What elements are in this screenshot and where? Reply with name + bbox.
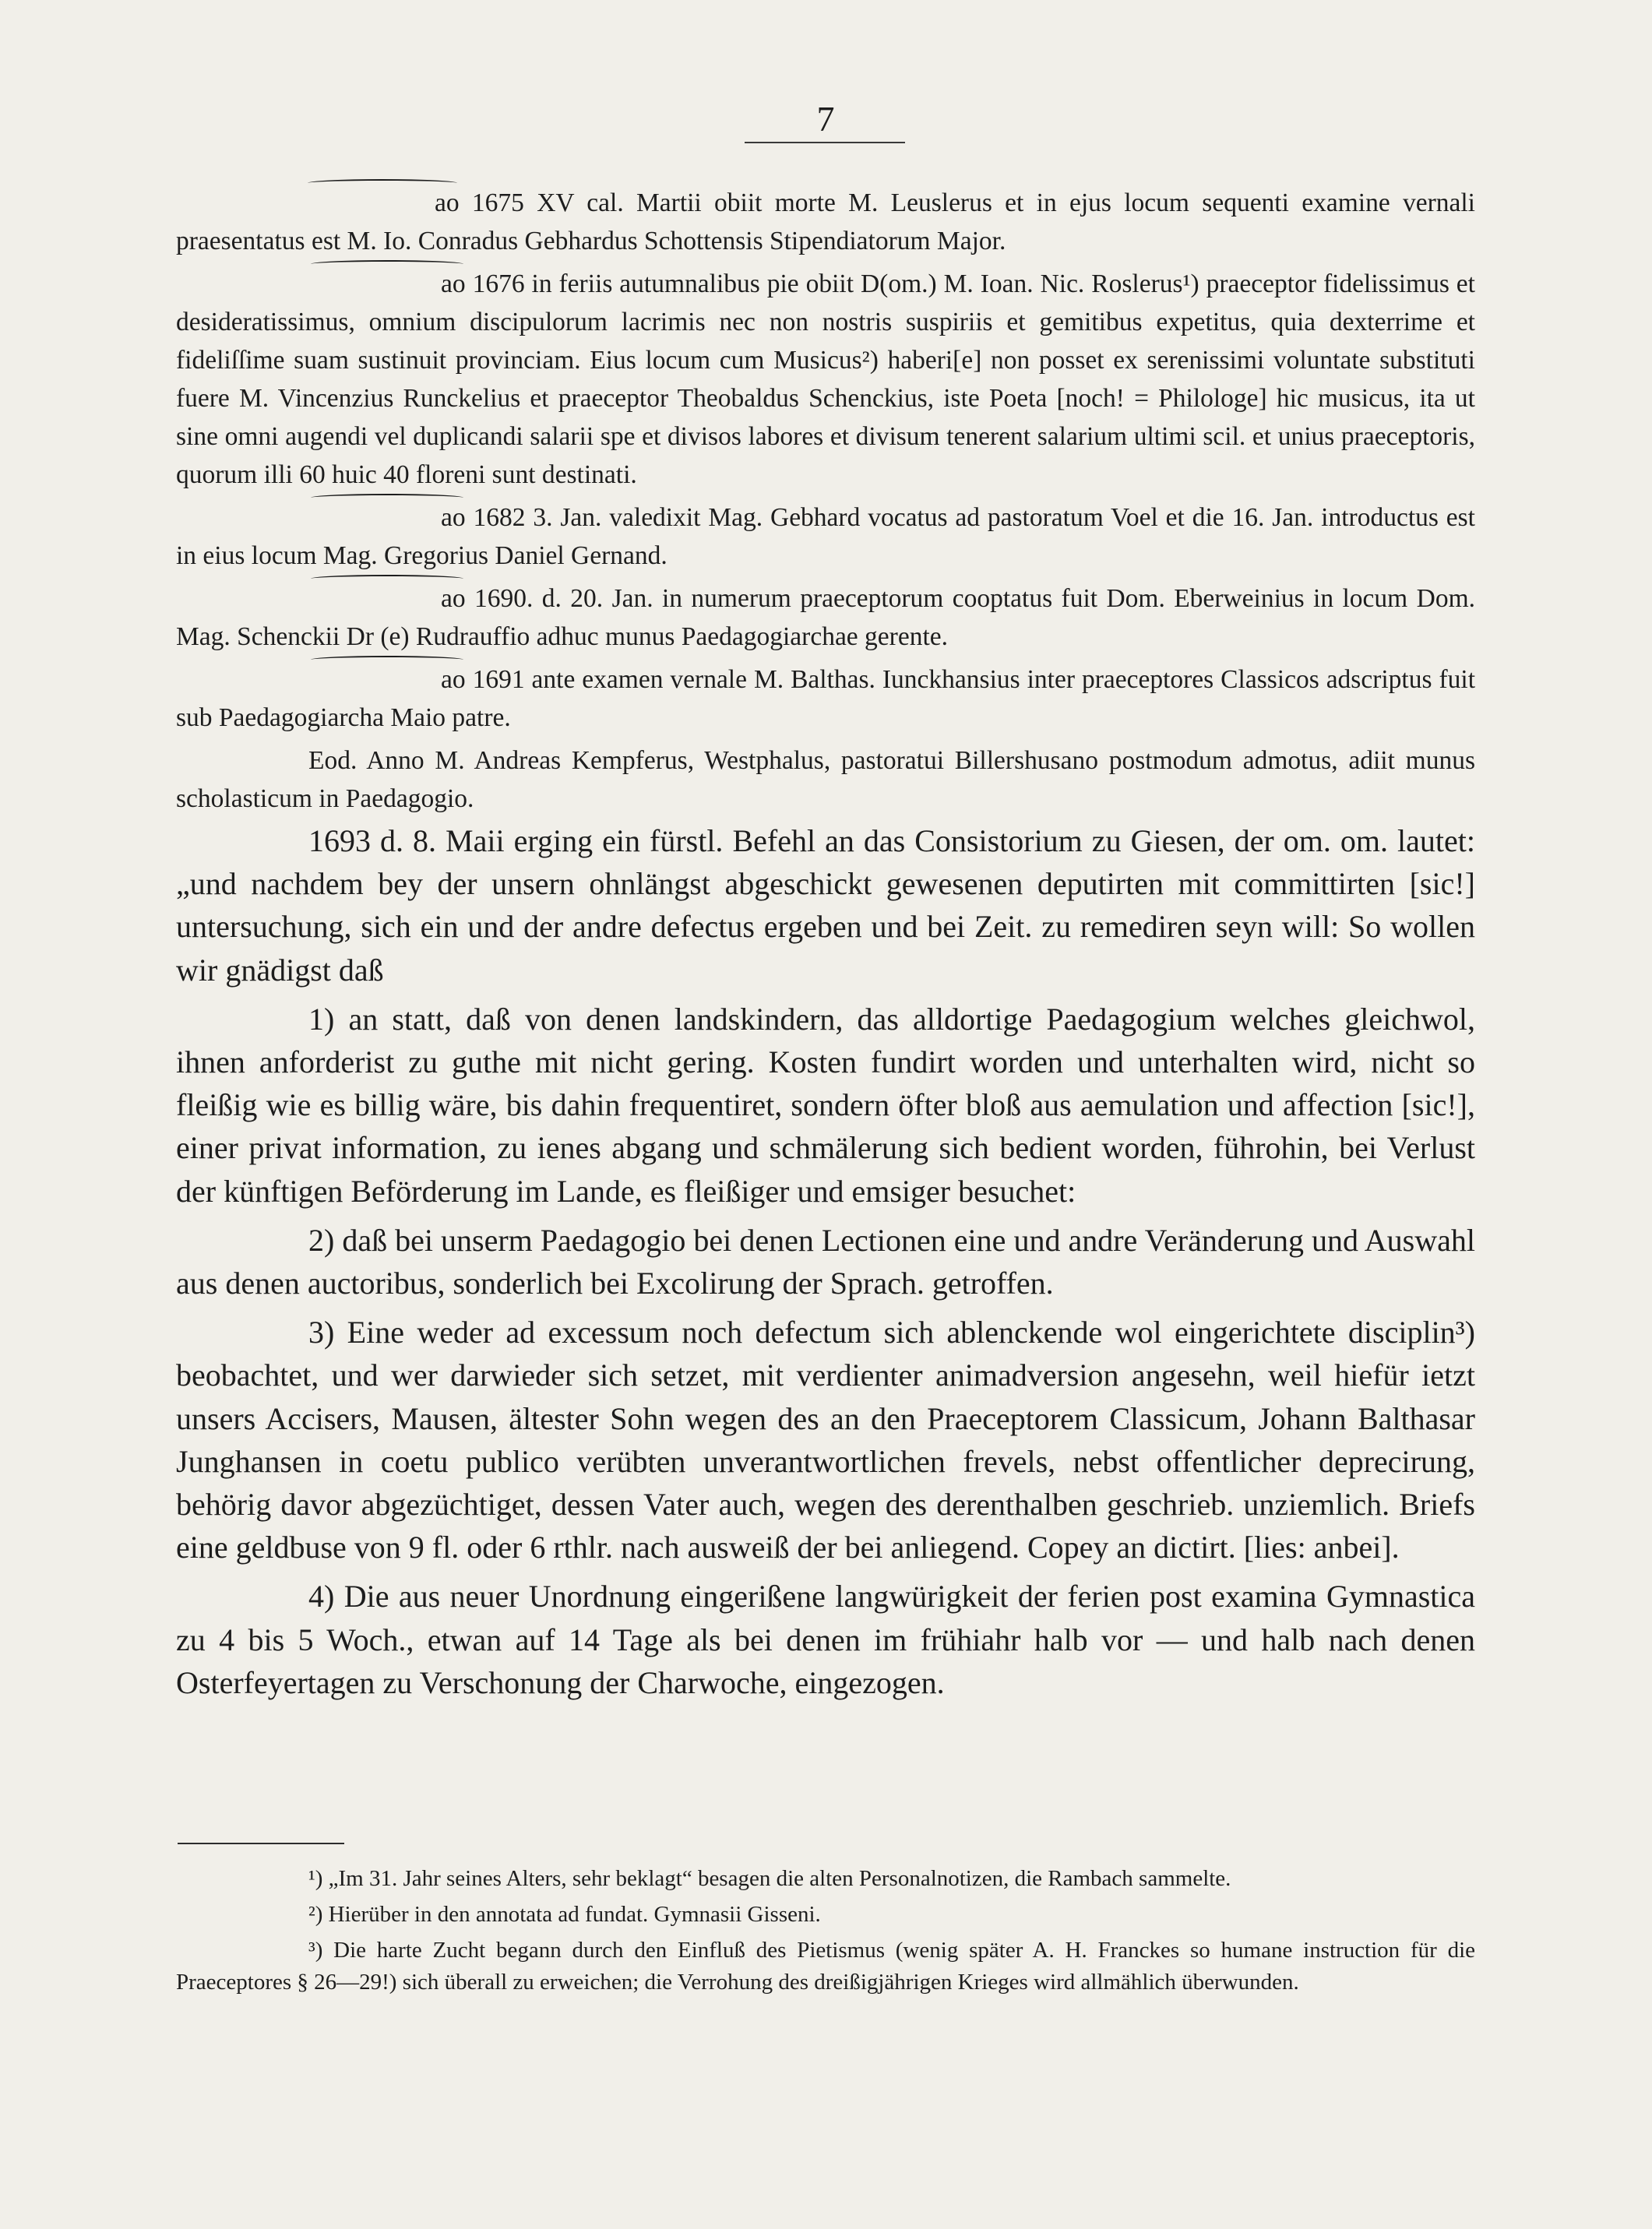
latin-entry-1682	[176, 498, 1475, 575]
latin-entry-1676	[176, 265, 1475, 494]
page-number-rule	[745, 142, 905, 143]
decree-item-3: 3) Eine weder ad excessum noch defectum sich ablenckende wol eingerichtete disciplin³) beobachtet, und wer darwieder sich setzet, mit verdienter animadversion angesehn, weil hiefür ietzt unsers Accisers, Mausen, ältester Sohn wegen des an den Praeceptorem Classicum, Johann Balthasar Junghansen in coetu publico verübten unverantwortlichen frevels, nebst offentlicher deprecirung, behörig davor abgezüchtiget, dessen Vater auch, wegen des derenthalben geschrieb. unziemlich. Briefs eine geldbuse von 9 fl. oder 6 rthlr. nach ausweiß der bei anliegend. Copey an dictirt. [lies: anbei].	[176, 1315, 1475, 1565]
anno-abbreviation: ao	[308, 498, 466, 537]
anno-abbreviation: ao	[308, 265, 466, 303]
page-number: 7	[816, 99, 835, 139]
anno-abbreviation: ao	[308, 579, 466, 618]
footnote-3: ³) Die harte Zucht begann durch den Einfluß des Pietismus (wenig später A. H. Franckes so humane instruction für die Praeceptores § 26—29!) sich überall zu erweichen; die Verrohung des dreißigjährigen Krieges wird allmählich überwunden.	[176, 1938, 1475, 1995]
footnotes	[176, 1863, 1475, 1998]
anno-abbreviation: ao	[308, 660, 466, 699]
entry-text: 1690. d. 20. Jan. in numerum praeceptorum cooptatus fuit Dom. Eberweinius in locum Dom. Mag. Schenckii Dr (e) Rudrauffio adhuc munus Paedagogiarchae gerente.	[176, 584, 1475, 651]
decree-item-1: 1) an statt, daß von denen landskindern, das alldortige Paedagogium welches gleichwol, ihnen anforderist zu guthe mit nicht gering. Kosten fundirt worden und unterhalten wird, nicht so fleißig wie es billig wäre, bis dahin frequentiret, sondern öfter bloß aus aemulation und affection [sic!], einer privat information, zu ienes abgang und schmälerung sich bedient worden, führohin, bei Verlust der künftigen Beförderung im Lande, es fleißiger und emsiger besuchet:	[176, 1001, 1475, 1209]
footnote-1: ¹) „Im 31. Jahr seines Alters, sehr beklagt“ besagen die alten Personalnotizen, die Rambach sammelte.	[308, 1866, 1231, 1891]
latin-entry-1691	[176, 660, 1475, 737]
footnote-rule	[178, 1843, 344, 1844]
entry-text: 1676 in feriis autumnalibus pie obiit D(om.) M. Ioan. Nic. Roslerus¹) praeceptor fidelissimus et desideratissimus, omnium discipulorum lacrimis nec non nostris suspiriis et gemitibus expetitus, quia dexterrime et fideliſſime suam sustinuit provinciam. Eius locum cum Musicus²) haberi[e] non posset ex serenissimi voluntate substituti fuere M. Vincenzius Runckelius et praeceptor Theobaldus Schenckius, iste Poeta [noch! = Philologe] hic musicus, ita ut sine omni augendi vel duplicandi salarii spe et divisos labores et divisum tenerent salarium ultimi scil. et unius praeceptoris, quorum illi 60 huic 40 floreni sunt destinati.	[176, 269, 1475, 489]
latin-chronicle	[176, 184, 1475, 818]
latin-entry-eodem: Eod. Anno M. Andreas Kempferus, Westphalus, pastoratui Billershusano postmodum admotus, adiit munus scholasticum in Paedagogio.	[176, 746, 1475, 813]
entry-text: 1675 XV cal. Martii obiit morte M. Leuslerus et in ejus locum sequenti examine vernali praesentatus est M. Io. Conradus Gebhardus Schottensis Stipendiatorum Major.	[176, 188, 1475, 255]
latin-entry-1690	[176, 579, 1475, 656]
decree-item-2: 2) daß bei unserm Paedagogio bei denen Lectionen eine und andre Veränderung und Auswahl aus denen auctoribus, sonderlich bei Excolirung der Sprach. getroffen.	[176, 1222, 1475, 1301]
german-decree	[176, 819, 1475, 1704]
entry-text: 1682 3. Jan. valedixit Mag. Gebhard vocatus ad pastoratum Voel et die 16. Jan. introductus est in eius locum Mag. Gregorius Daniel Gernand.	[176, 503, 1475, 570]
footnote-2: ²) Hierüber in den annotata ad fundat. Gymnasii Gisseni.	[308, 1902, 821, 1927]
decree-item-4: 4) Die aus neuer Unordnung eingerißene langwürigkeit der ferien post examina Gymnastica zu 4 bis 5 Woch., etwan auf 14 Tage als bei denen im frühiahr halb vor — und halb nach denen Osterfeyertagen zu Verschonung der Charwoche, eingezogen.	[176, 1579, 1475, 1700]
anno-abbreviation: ao	[305, 184, 460, 222]
entry-text: 1691 ante examen vernale M. Balthas. Iunckhansius inter praeceptores Classicos adscriptus fuit sub Paedagogiarcha Maio patre.	[176, 665, 1475, 732]
decree-intro: 1693 d. 8. Maii erging ein fürstl. Befehl an das Consistorium zu Giesen, der om. om. lautet: „und nachdem bey der unsern ohnlängst abgeschickt gewesenen deputirten mit committirten [sic!] untersuchung, sich ein und der andre defectus ergeben und bei Zeit. zu remediren seyn will: So wollen wir gnädigst daß	[176, 823, 1475, 988]
latin-entry-1675	[176, 184, 1475, 260]
